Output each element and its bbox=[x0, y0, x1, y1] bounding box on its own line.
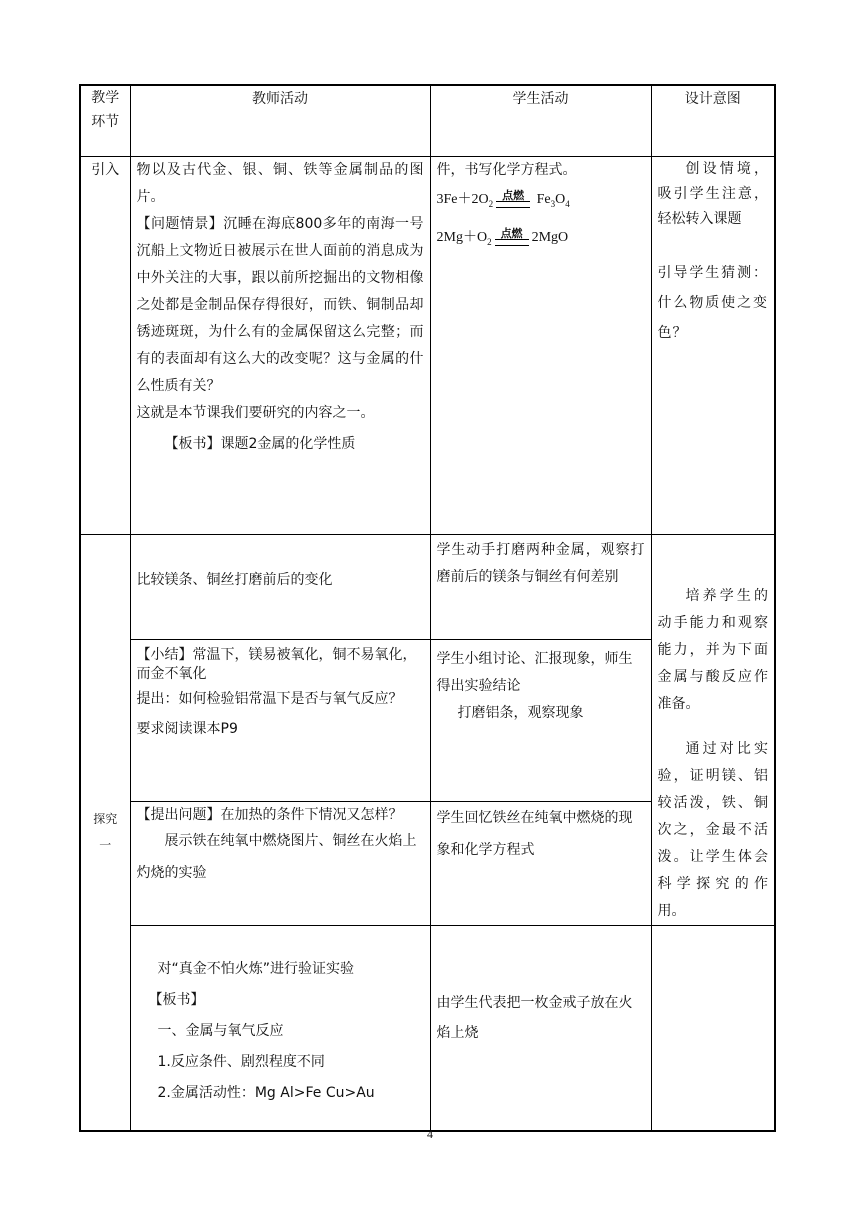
explore-intent-cell bbox=[651, 535, 775, 926]
explore-r1-student bbox=[430, 535, 651, 640]
explore-intent-p1: 培养学生的动手能力和观察能力，并为下面金属与酸反应作准备。 bbox=[657, 588, 768, 712]
eq1-right-sub2: 4 bbox=[565, 198, 570, 209]
intro-teacher-p3: 这就是本节课我们要研究的内容之一。 bbox=[136, 405, 375, 421]
explore-r2-teacher bbox=[130, 640, 430, 802]
explore-r4-teacher-p1: 对“真金不怕火炼”进行验证实验 bbox=[157, 961, 355, 977]
header-teacher: 教师活动 bbox=[130, 85, 430, 157]
stage-intro: 引入 bbox=[80, 157, 130, 535]
header-student: 学生活动 bbox=[430, 85, 651, 157]
intro-teacher-cell bbox=[130, 157, 430, 535]
explore-r3-student-text: 学生回忆铁丝在纯氧中燃烧的现象和化学方程式 bbox=[436, 810, 633, 859]
eq2-right: 2MgO bbox=[531, 229, 569, 245]
eq2-left-sub: 2 bbox=[487, 236, 492, 247]
lesson-plan-table bbox=[79, 84, 776, 1132]
intro-intent-cell bbox=[651, 157, 775, 535]
explore-r4-teacher-p5: 2.金属活动性：Mg Al>Fe Cu>Au bbox=[157, 1085, 375, 1101]
explore-r4-teacher-p2: 【板书】 bbox=[148, 992, 205, 1008]
intro-teacher-p2: 【问题情景】沉睡在海底800多年的南海一号沉船上文物近日被展示在世人面前的消息成为中外关注的大事，跟以前所挖掘出的文物相像之处都是金制品保存得很好，而铁、铜制品却锈迹斑斑，为什么有的金属保留这么完整；而有的表面却有这么大的改变呢？这与金属的什么性质有关？ bbox=[136, 216, 424, 394]
intro-student-cell bbox=[430, 157, 651, 535]
explore-r2-student-p1: 学生小组讨论、汇报现象，师生得出实验结论 bbox=[436, 651, 633, 695]
explore-r4-student bbox=[430, 926, 651, 1131]
header-intent: 设计意图 bbox=[651, 85, 775, 157]
header-stage-line2: 环节 bbox=[91, 114, 120, 130]
explore-r4-student-text: 由学生代表把一枚金戒子放在火焰上烧 bbox=[436, 994, 633, 1041]
eq1-right: Fe bbox=[536, 192, 551, 207]
explore-r1-teacher bbox=[130, 535, 430, 640]
explore-r2-teacher-p1: 【小结】常温下，镁易被氧化，铜不易氧化，而金不氧化 bbox=[136, 647, 417, 683]
equation-iron bbox=[437, 190, 645, 214]
explore-r4-teacher bbox=[130, 926, 430, 1131]
explore-r3-teacher-p1: 【提出问题】在加热的条件下情况又怎样？ bbox=[136, 807, 403, 824]
explore-r4-teacher-p4: 1.反应条件、剧烈程度不同 bbox=[157, 1054, 325, 1070]
eq2-equals-bar bbox=[495, 239, 529, 246]
eq1-left-sub: 2 bbox=[488, 198, 494, 209]
explore-r2-teacher-p3: 要求阅读课本P9 bbox=[136, 721, 238, 738]
explore-r3-student bbox=[430, 802, 651, 926]
explore-r2-student-p2: 打磨铝条，观察现象 bbox=[457, 705, 584, 722]
explore-intent-p2: 通过对比实验，证明镁、铝较活泼，铁、铜次之，金最不活泼。让学生体会科学探究的作用。 bbox=[657, 741, 768, 919]
eq1-right-mid: O bbox=[555, 192, 566, 207]
intro-row bbox=[80, 157, 775, 535]
eq2-condition bbox=[495, 228, 529, 246]
header-stage bbox=[80, 85, 130, 157]
eq2-condition-text: 点燃 bbox=[500, 226, 523, 240]
eq1-right-sub1: 3 bbox=[550, 198, 556, 209]
eq1-condition-text: 点燃 bbox=[502, 189, 525, 202]
eq1-left: 3Fe＋2O bbox=[436, 192, 489, 207]
explore-r3-teacher-p2: 展示铁在纯氧中燃烧图片、铜丝在火焰上灼烧的实验 bbox=[136, 833, 417, 882]
intro-student-text: 件，书写化学方程式。 bbox=[436, 162, 577, 178]
explore-r2-student bbox=[430, 640, 651, 802]
equation-magnesium bbox=[437, 228, 645, 252]
explore-row-1 bbox=[80, 535, 775, 640]
stage-explore bbox=[80, 535, 130, 1131]
explore-r2-teacher-p2: 提出：如何检验铝常温下是否与氧气反应？ bbox=[136, 691, 403, 708]
eq1-condition bbox=[496, 190, 530, 208]
header-row bbox=[80, 85, 775, 157]
eq2-left: 2Mg＋O bbox=[436, 229, 488, 245]
explore-r3-teacher bbox=[130, 802, 430, 926]
explore-r4-intent bbox=[651, 926, 775, 1131]
eq1-equals-bar bbox=[496, 201, 530, 208]
explore-r1-student-text: 学生动手打磨两种金属，观察打磨前后的镁条与铜丝有何差别 bbox=[436, 542, 645, 585]
intro-teacher-p1: 物以及古代金、银、铜、铁等金属制品的图片。 bbox=[136, 162, 424, 205]
explore-r4-teacher-p3: 一、金属与氧气反应 bbox=[157, 1023, 284, 1039]
header-stage-line1: 教学 bbox=[91, 90, 120, 106]
page-number: 4 bbox=[427, 1127, 433, 1141]
intro-intent-p2: 引导学生猜测：什么物质使之变色？ bbox=[657, 265, 768, 341]
explore-r1-teacher-text: 比较镁条、铜丝打磨前后的变化 bbox=[136, 571, 333, 588]
stage-explore-label: 探究一 bbox=[93, 812, 118, 853]
intro-teacher-p4: 【板书】课题2金属的化学性质 bbox=[164, 436, 356, 452]
explore-row-4 bbox=[80, 926, 775, 1131]
intro-intent-p1: 创设情境，吸引学生注意，轻松转入课题 bbox=[657, 161, 768, 227]
